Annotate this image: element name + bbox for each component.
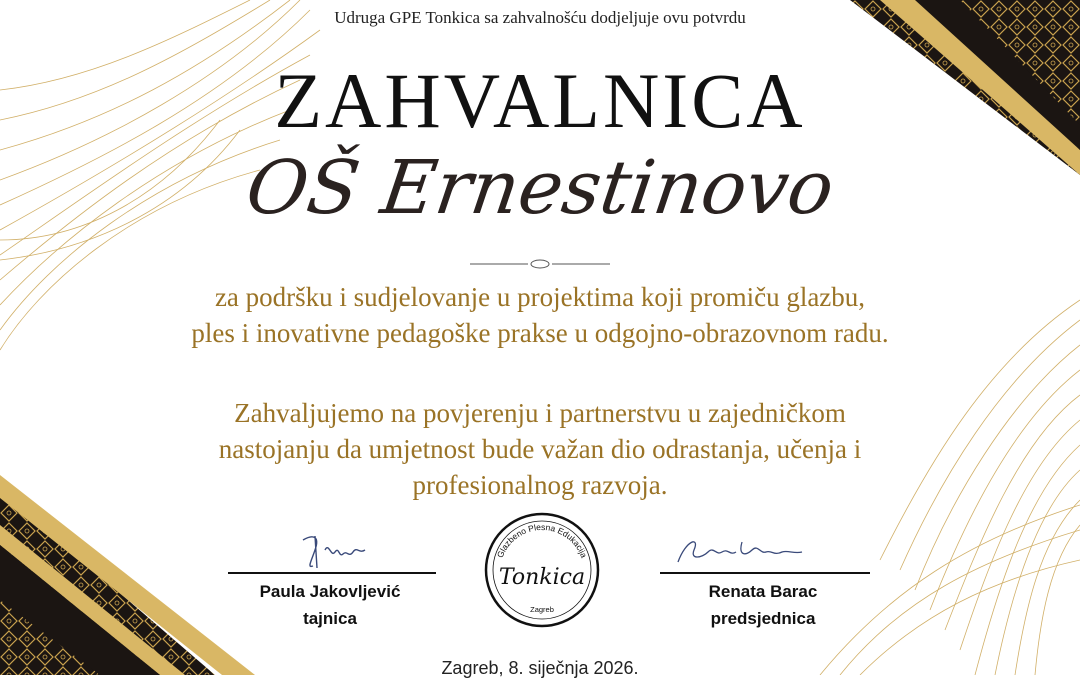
signatory-right-role: predsjednica	[710, 609, 816, 628]
signature-scribble-right	[672, 532, 812, 570]
stamp-name: Tonkica	[498, 565, 586, 590]
certificate-header: Udruga GPE Tonkica sa zahvalnošću dodjeljuje ovu potvrdu	[334, 8, 746, 27]
stamp-city: Zagreb	[530, 605, 554, 614]
organization-stamp	[482, 510, 602, 630]
certificate-title: ZAHVALNICA	[274, 57, 806, 144]
thanks-line-1: Zahvaljujemo na povjerenju i partnerstvu u zajedničkom	[234, 398, 846, 428]
signatory-left-role: tajnica	[303, 609, 357, 628]
signature-line-right	[660, 572, 870, 574]
appreciation-line-1: za podršku i sudjelovanje u projektima koji promiču glazbu,	[214, 282, 866, 312]
signature-scribble-left	[295, 528, 385, 573]
signatory-right-name: Renata Barac	[708, 582, 818, 601]
thanks-paragraph	[0, 395, 1080, 503]
appreciation-line-2: ples i inovativne pedagoške prakse u odgojno-obrazovnom radu.	[191, 318, 889, 348]
signatory-left-name: Paula Jakovljević	[259, 582, 401, 601]
thanks-line-3: profesionalnog razvoja.	[412, 470, 668, 500]
bottom-left-corner-ornament	[0, 475, 255, 675]
stamp-arc-text: Glazbeno Plesna Edukacija	[494, 521, 590, 560]
issue-date: Zagreb, 8. siječnja 2026.	[441, 658, 639, 678]
signature-line-left	[228, 572, 436, 574]
signatory-right	[658, 578, 868, 632]
ornament-divider	[470, 258, 610, 270]
recipient-name: OŠ Ernestinovo	[241, 145, 839, 231]
appreciation-paragraph	[0, 279, 1080, 351]
signatory-left	[225, 578, 435, 632]
thanks-line-2: nastojanju da umjetnost bude važan dio odrastanja, učenja i	[218, 434, 862, 464]
